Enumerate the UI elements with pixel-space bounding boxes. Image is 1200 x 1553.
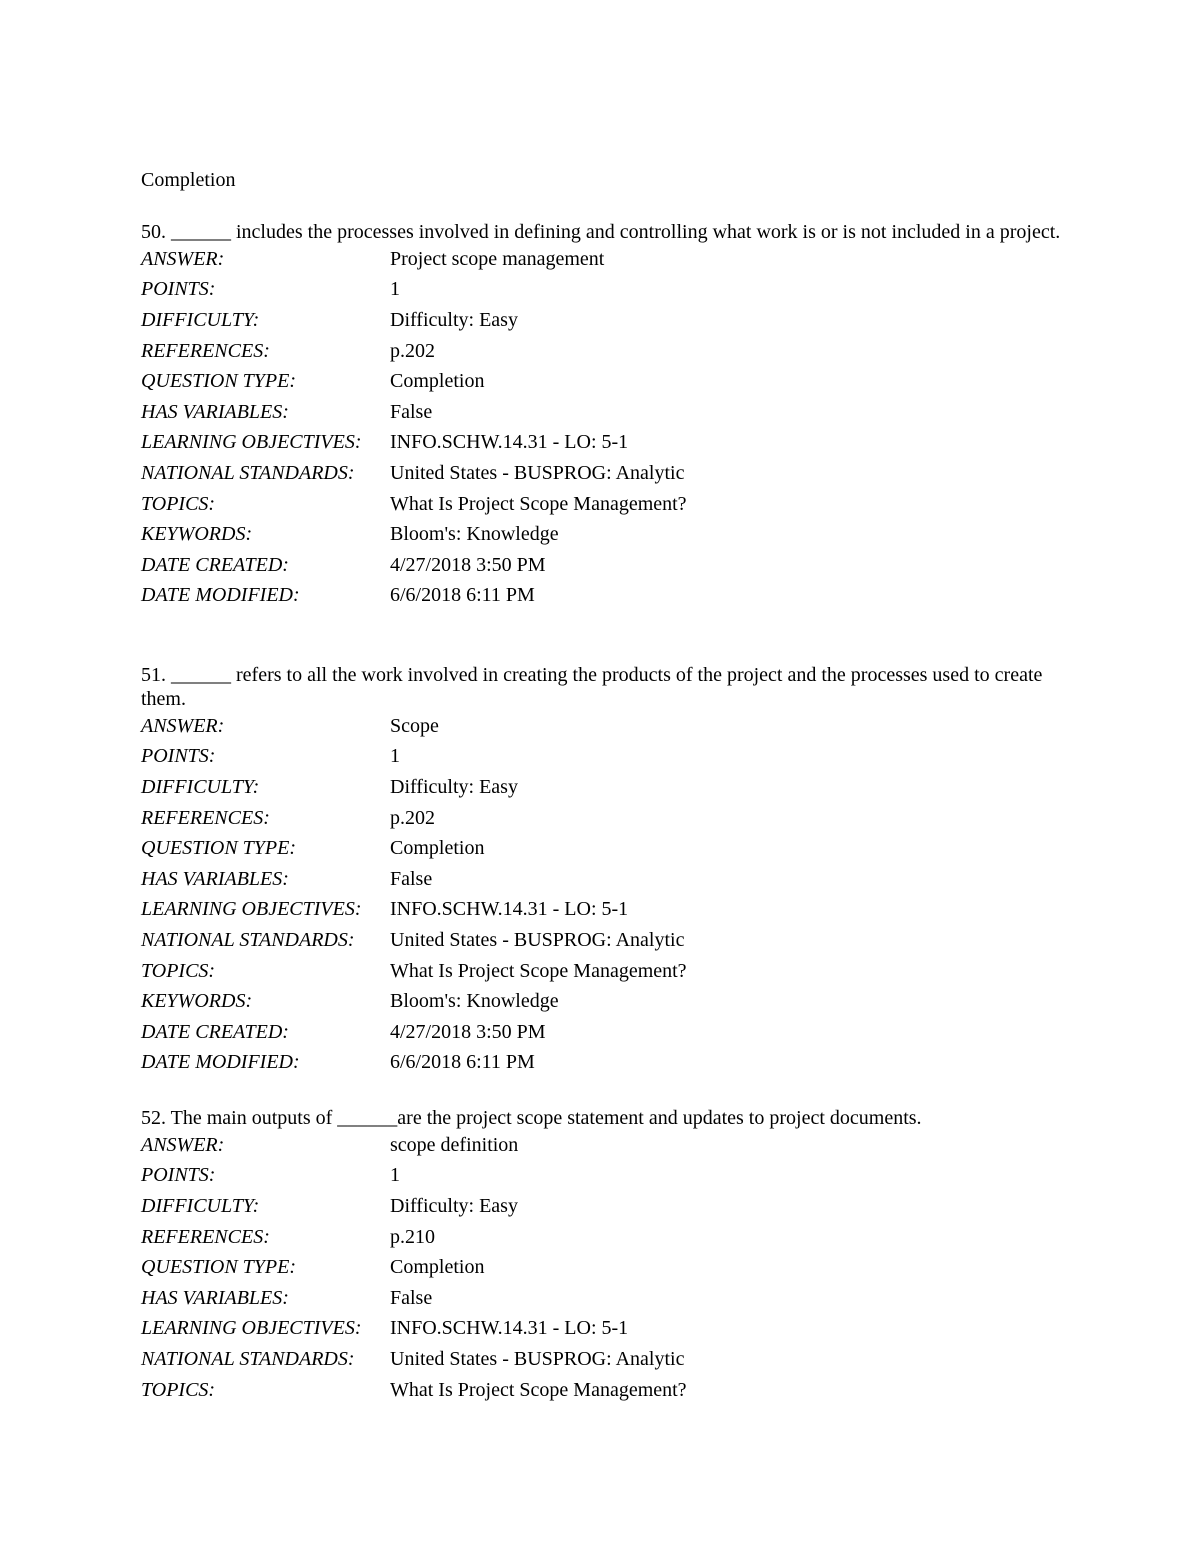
- field-row: [141, 519, 1061, 550]
- field-label: DIFFICULTY:: [141, 775, 260, 798]
- field-label: REFERENCES:: [141, 1225, 270, 1248]
- question-52: [141, 1106, 1061, 1405]
- question-50: [141, 220, 1061, 611]
- field-row: [141, 489, 1061, 520]
- field-label: ANSWER:: [141, 247, 225, 270]
- field-value: p.202: [390, 806, 435, 829]
- field-label: KEYWORDS:: [141, 990, 253, 1013]
- field-label: LEARNING OBJECTIVES:: [141, 1317, 362, 1340]
- field-label: POINTS:: [141, 1164, 216, 1187]
- field-row: [141, 742, 1061, 773]
- field-row: [141, 397, 1061, 428]
- field-label: HAS VARIABLES:: [141, 1286, 289, 1309]
- field-value: 6/6/2018 6:11 PM: [390, 1051, 535, 1074]
- field-row: [141, 581, 1061, 612]
- field-value: False: [390, 400, 433, 423]
- field-label: REFERENCES:: [141, 339, 270, 362]
- field-row: [141, 366, 1061, 397]
- field-row: [141, 1283, 1061, 1314]
- field-label: ANSWER:: [141, 714, 225, 737]
- field-value: Difficulty: Easy: [390, 308, 518, 331]
- field-row: [141, 336, 1061, 367]
- field-value: United States - BUSPROG: Analytic: [390, 1347, 685, 1370]
- field-row: [141, 772, 1061, 803]
- field-row: [141, 550, 1061, 581]
- field-value: Bloom's: Knowledge: [390, 990, 559, 1013]
- field-label: DIFFICULTY:: [141, 308, 260, 331]
- field-value: Bloom's: Knowledge: [390, 523, 559, 546]
- field-row: [141, 428, 1061, 459]
- field-value: 1: [390, 278, 400, 301]
- field-row: [141, 1375, 1061, 1406]
- field-label: DATE CREATED:: [141, 553, 289, 576]
- question-stem: 51. ______ refers to all the work involved in creating the products of the project and the processes used to create them.: [141, 664, 1043, 710]
- field-value: 1: [390, 745, 400, 768]
- field-row: [141, 1252, 1061, 1283]
- field-label: ANSWER:: [141, 1133, 225, 1156]
- field-label: POINTS:: [141, 745, 216, 768]
- field-value: False: [390, 867, 433, 890]
- field-row: [141, 1048, 1061, 1079]
- field-row: [141, 1017, 1061, 1048]
- field-row: [141, 458, 1061, 489]
- field-row: [141, 1161, 1061, 1192]
- field-value: Completion: [390, 370, 485, 393]
- field-label: DATE CREATED:: [141, 1020, 289, 1043]
- field-value: What Is Project Scope Management?: [390, 1378, 687, 1401]
- field-row: [141, 803, 1061, 834]
- field-value: United States - BUSPROG: Analytic: [390, 928, 685, 951]
- field-row: [141, 895, 1061, 926]
- field-value: What Is Project Scope Management?: [390, 959, 687, 982]
- field-label: NATIONAL STANDARDS:: [141, 928, 355, 951]
- field-row: [141, 305, 1061, 336]
- field-value: United States - BUSPROG: Analytic: [390, 461, 685, 484]
- field-value: Difficulty: Easy: [390, 775, 518, 798]
- field-value: False: [390, 1286, 433, 1309]
- field-label: QUESTION TYPE:: [141, 1256, 297, 1279]
- field-label: TOPICS:: [141, 492, 216, 515]
- field-value: Completion: [390, 837, 485, 860]
- field-row: [141, 711, 1061, 742]
- field-value: 4/27/2018 3:50 PM: [390, 553, 546, 576]
- field-value: Scope: [390, 714, 439, 737]
- field-label: DATE MODIFIED:: [141, 1051, 300, 1074]
- field-label: LEARNING OBJECTIVES:: [141, 898, 362, 921]
- field-value: scope definition: [390, 1133, 519, 1156]
- field-row: [141, 925, 1061, 956]
- field-value: p.210: [390, 1225, 435, 1248]
- field-row: [141, 1191, 1061, 1222]
- field-value: Difficulty: Easy: [390, 1194, 518, 1217]
- question-51: [141, 663, 1061, 1078]
- field-row: [141, 1222, 1061, 1253]
- question-fields: [141, 1130, 1061, 1405]
- field-value: 6/6/2018 6:11 PM: [390, 584, 535, 607]
- field-value: INFO.SCHW.14.31 - LO: 5-1: [390, 898, 629, 921]
- field-label: TOPICS:: [141, 1378, 216, 1401]
- field-label: DIFFICULTY:: [141, 1194, 260, 1217]
- section-heading: Completion: [141, 169, 236, 191]
- field-row: [141, 864, 1061, 895]
- field-row: [141, 833, 1061, 864]
- field-label: NATIONAL STANDARDS:: [141, 1347, 355, 1370]
- field-row: [141, 275, 1061, 306]
- field-value: Completion: [390, 1256, 485, 1279]
- field-value: What Is Project Scope Management?: [390, 492, 687, 515]
- field-row: [141, 1344, 1061, 1375]
- field-row: [141, 956, 1061, 987]
- field-label: QUESTION TYPE:: [141, 370, 297, 393]
- question-stem: 50. ______ includes the processes involved in defining and controlling what work is or is not included in a project.: [141, 221, 1061, 243]
- field-label: LEARNING OBJECTIVES:: [141, 431, 362, 454]
- field-label: KEYWORDS:: [141, 523, 253, 546]
- field-label: REFERENCES:: [141, 806, 270, 829]
- field-label: QUESTION TYPE:: [141, 837, 297, 860]
- field-label: POINTS:: [141, 278, 216, 301]
- field-label: TOPICS:: [141, 959, 216, 982]
- field-label: HAS VARIABLES:: [141, 867, 289, 890]
- field-value: p.202: [390, 339, 435, 362]
- question-fields: [141, 244, 1061, 611]
- field-row: [141, 986, 1061, 1017]
- field-row: [141, 1314, 1061, 1345]
- field-row: [141, 1130, 1061, 1161]
- question-fields: [141, 711, 1061, 1078]
- field-label: HAS VARIABLES:: [141, 400, 289, 423]
- question-stem: 52. The main outputs of ______are the project scope statement and updates to project documents.: [141, 1107, 922, 1129]
- field-label: NATIONAL STANDARDS:: [141, 461, 355, 484]
- field-value: INFO.SCHW.14.31 - LO: 5-1: [390, 431, 629, 454]
- field-value: 4/27/2018 3:50 PM: [390, 1020, 546, 1043]
- field-value: Project scope management: [390, 247, 605, 270]
- field-value: INFO.SCHW.14.31 - LO: 5-1: [390, 1317, 629, 1340]
- field-row: [141, 244, 1061, 275]
- field-label: DATE MODIFIED:: [141, 584, 300, 607]
- field-value: 1: [390, 1164, 400, 1187]
